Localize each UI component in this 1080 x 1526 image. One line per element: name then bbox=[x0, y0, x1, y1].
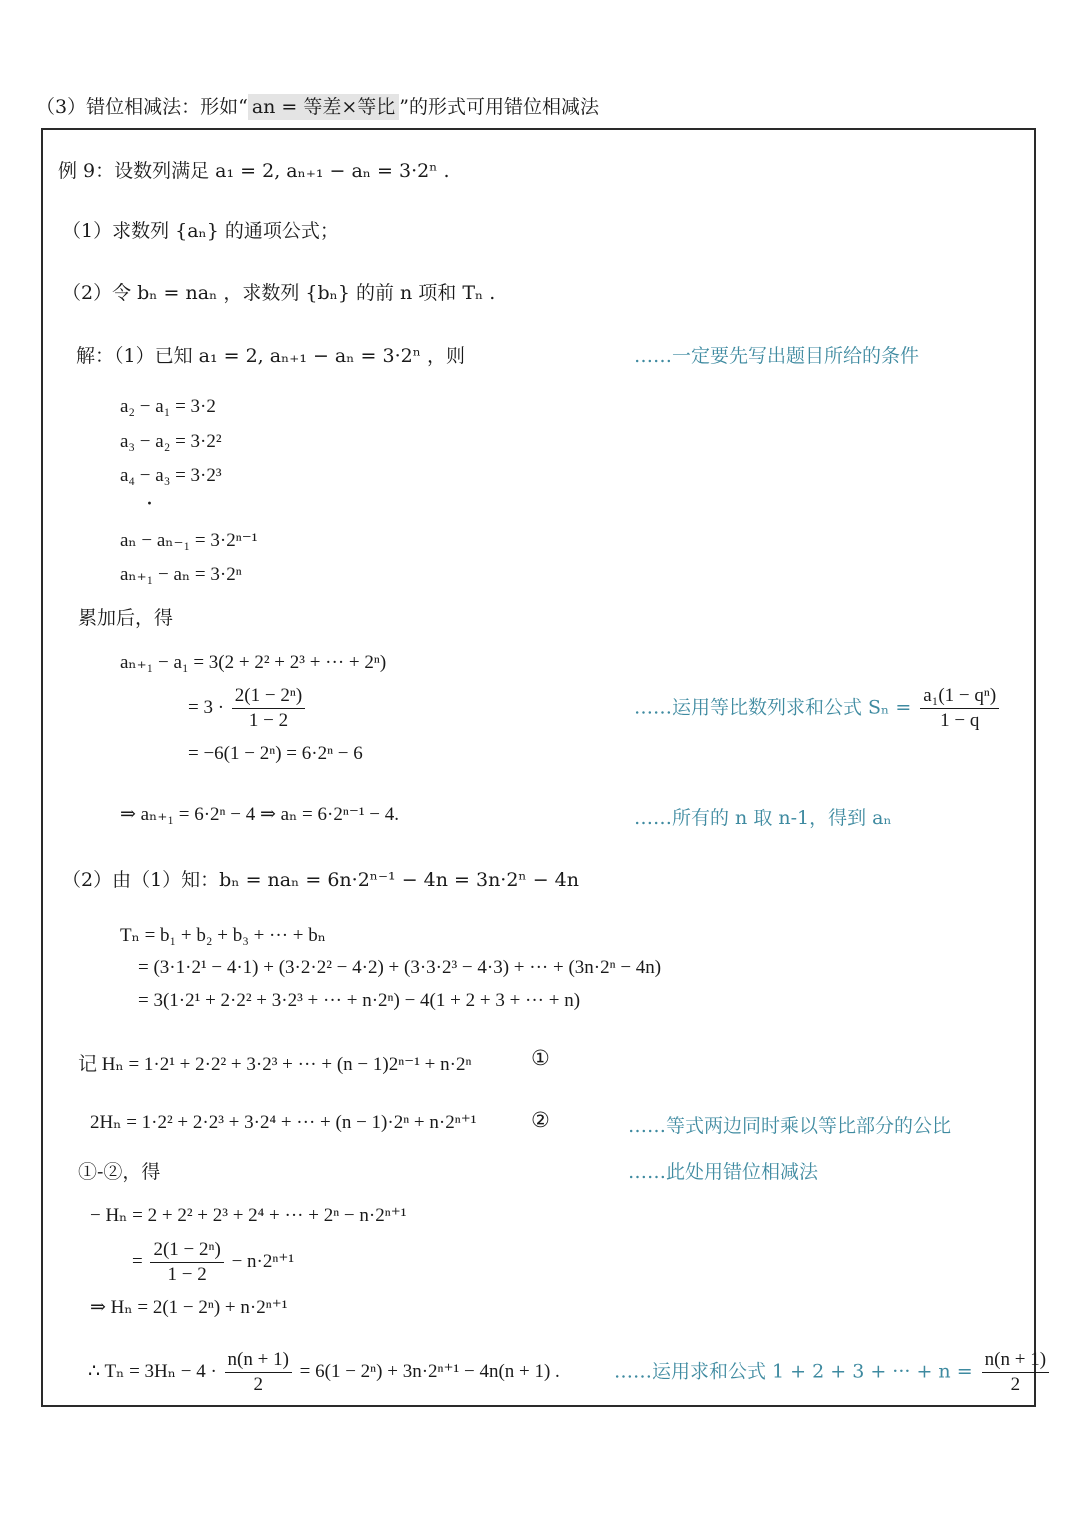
neg-hn-line-2: = $\frac{\text{2(1 − 2ⁿ)}}{1 - 2}$ − n·2ⁿ⁺¹ bbox=[132, 1239, 295, 1285]
question-2: （2）令 bₙ = naₙ ，求数列 {bₙ} 的前 n 项和 Tₙ . bbox=[62, 282, 496, 304]
note-geometric-sum: ……运用等比数列求和公式 Sₙ = $\frac{\text{a₁(1 − qⁿ)}}{1 - q}$ bbox=[634, 684, 1002, 733]
hn-line-1: 记 Hₙ = 1·2¹ + 2·2² + 3·2³ + ··· + (n − 1)2ⁿ⁻¹ + n·2ⁿ bbox=[78, 1054, 472, 1075]
step-line: a₂ − a₁ = 3·2 bbox=[120, 396, 216, 417]
sum-line-1: aₙ₊₁ − a₁ = 3(2 + 2² + 2³ + ··· + 2ⁿ) bbox=[120, 652, 387, 673]
step-line: aₙ − aₙ₋₁ = 3·2ⁿ⁻¹ bbox=[120, 530, 258, 551]
fraction: $\frac{\text{2(1 − 2ⁿ)}}{1 - 2}$ bbox=[232, 684, 305, 733]
tn-line-1: Tₙ = b₁ + b₂ + b₃ + ··· + bₙ bbox=[120, 925, 326, 946]
ellipsis-dot: · bbox=[146, 492, 153, 517]
fraction: $\frac{n(n + 1)}{2}$ bbox=[982, 1348, 1049, 1397]
note-shift-index: ……所有的 n 取 n-1，得到 aₙ bbox=[634, 807, 892, 829]
step-line: a₃ − a₂ = 3·2² bbox=[120, 431, 222, 452]
subtract-label: ①-②，得 bbox=[78, 1161, 161, 1183]
fraction: $\frac{n(n + 1)}{2}$ bbox=[225, 1348, 292, 1397]
example-title: 例 9：设数列满足 a₁ = 2, aₙ₊₁ − aₙ = 3·2ⁿ . bbox=[58, 160, 450, 182]
result-line: ⇒ aₙ₊₁ = 6·2ⁿ − 4 ⇒ aₙ = 6·2ⁿ⁻¹ − 4. bbox=[120, 804, 400, 825]
question-1: （1）求数列 {aₙ} 的通项公式； bbox=[62, 220, 339, 242]
note-misaligned-subtraction: ……此处用错位相减法 bbox=[628, 1161, 819, 1183]
equation-marker-2: ② bbox=[531, 1108, 550, 1132]
tn-line-2: = (3·1·2¹ − 4·1) + (3·2·2² − 4·2) + (3·3·2³ − 4·3) + ··· + (3n·2ⁿ − 4n) bbox=[138, 957, 662, 978]
fraction: $\frac{\text{a₁(1 − qⁿ)}}{1 - q}$ bbox=[920, 684, 999, 733]
equation-marker-1: ① bbox=[531, 1046, 550, 1070]
hn-line-2: 2Hₙ = 1·2² + 2·2³ + 3·2⁴ + ··· + (n − 1)·2ⁿ + n·2ⁿ⁺¹ bbox=[90, 1112, 477, 1133]
step-line: aₙ₊₁ − aₙ = 3·2ⁿ bbox=[120, 564, 242, 585]
note-condition: ……一定要先写出题目所给的条件 bbox=[634, 345, 920, 367]
sum-line-3: = −6(1 − 2ⁿ) = 6·2ⁿ − 6 bbox=[188, 743, 363, 764]
section-heading: （3）错位相减法：形如“ an = 等差×等比 ”的形式可用错位相减法 bbox=[36, 96, 600, 118]
neg-hn-line-1: − Hₙ = 2 + 2² + 2³ + 2⁴ + ··· + 2ⁿ − n·2ⁿ⁺¹ bbox=[90, 1205, 407, 1226]
note-multiply-ratio: ……等式两边同时乘以等比部分的公比 bbox=[628, 1115, 952, 1137]
final-result: ∴ Tₙ = 3Hₙ − 4 · $\frac{n(n + 1)}{2}$ = 6(1 − 2ⁿ) + 3n·2ⁿ⁺¹ − 4n(n + 1) . bbox=[88, 1349, 560, 1395]
hn-result: ⇒ Hₙ = 2(1 − 2ⁿ) + n·2ⁿ⁺¹ bbox=[90, 1297, 288, 1318]
solution-intro: 解：（1）已知 a₁ = 2, aₙ₊₁ − aₙ = 3·2ⁿ ，则 bbox=[76, 345, 465, 367]
sum-line-2: = 3 · $\frac{\text{2(1 − 2ⁿ)}}{1 - 2}$ bbox=[188, 684, 308, 733]
fraction: $\frac{\text{2(1 − 2ⁿ)}}{1 - 2}$ bbox=[150, 1238, 223, 1287]
tn-line-3: = 3(1·2¹ + 2·2² + 3·2³ + ··· + n·2ⁿ) − 4(1 + 2 + 3 + ··· + n) bbox=[138, 990, 581, 1011]
part-2-intro: （2）由（1）知：bₙ = naₙ = 6n·2ⁿ⁻¹ − 4n = 3n·2ⁿ − 4n bbox=[62, 869, 579, 891]
note-arithmetic-sum: ……运用求和公式 1 + 2 + 3 + ··· + n = $\frac{n(n + 1)}{2}$ bbox=[614, 1348, 1052, 1397]
highlight-formula: an = 等差×等比 bbox=[248, 94, 399, 120]
step-line: a₄ − a₃ = 3·2³ bbox=[120, 465, 222, 486]
accumulate-label: 累加后，得 bbox=[78, 607, 174, 629]
